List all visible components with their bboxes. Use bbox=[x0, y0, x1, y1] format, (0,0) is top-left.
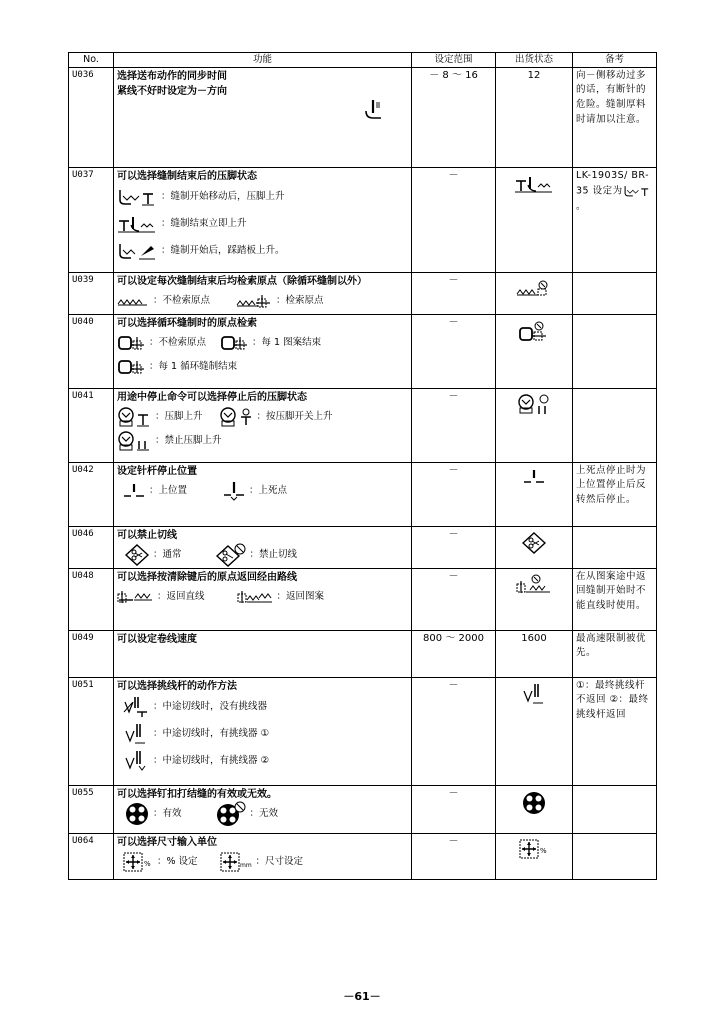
row-title: 可以选择尺寸输入单位 bbox=[117, 836, 217, 848]
row-default: 1600 bbox=[496, 630, 573, 677]
wiper-mode-1-icon bbox=[521, 683, 547, 705]
row-function bbox=[114, 462, 412, 526]
row-no: U049 bbox=[69, 630, 114, 677]
row-no: U039 bbox=[69, 272, 114, 314]
row-default bbox=[496, 526, 573, 568]
stop-presser-switch-icon bbox=[517, 394, 551, 416]
thread-trim-prohibit-icon bbox=[216, 543, 246, 567]
needle-up-position-icon bbox=[523, 468, 545, 486]
feed-timing-icon bbox=[364, 99, 384, 123]
row-note: 上死点停止时为上位置停止后反转然后停止。 bbox=[573, 462, 657, 526]
row-range: － bbox=[412, 526, 496, 568]
scale-percent-icon bbox=[123, 852, 153, 872]
no-wiper-icon bbox=[123, 696, 149, 718]
row-note bbox=[573, 314, 657, 388]
row-no: U051 bbox=[69, 677, 114, 785]
presser-lift-immediate-icon bbox=[117, 213, 157, 235]
row-default bbox=[496, 833, 573, 879]
option-item: ：缝制结束立即上升 bbox=[117, 211, 408, 238]
row-function bbox=[114, 167, 412, 272]
row-default: 12 bbox=[496, 67, 573, 167]
row-title: 可以选择循环缝制时的原点检索 bbox=[117, 317, 257, 329]
option-item: ：中途切线时，有挑线器 ② bbox=[117, 748, 408, 775]
row-title: 可以选择按清除键后的原点返回经由路线 bbox=[117, 571, 297, 583]
row-function bbox=[114, 785, 412, 833]
row-default bbox=[496, 462, 573, 526]
row-no: U048 bbox=[69, 568, 114, 630]
table-row bbox=[69, 314, 657, 388]
table-row bbox=[69, 833, 657, 879]
return-route-icon bbox=[516, 574, 552, 596]
no-origin-search-icon bbox=[117, 294, 149, 308]
svg-text:%: % bbox=[540, 846, 547, 855]
table-row bbox=[69, 677, 657, 785]
option-item: ：返回直线 ：返回图案 bbox=[117, 585, 408, 609]
table-row bbox=[69, 630, 657, 677]
scale-percent-icon bbox=[519, 839, 549, 859]
row-function bbox=[114, 630, 412, 677]
row-default bbox=[496, 272, 573, 314]
stop-presser-switch-icon bbox=[219, 407, 253, 427]
cycle-each-cycle-icon bbox=[117, 357, 145, 377]
option-item: ：每 1 循环缝制结束 bbox=[117, 355, 408, 379]
row-function bbox=[114, 314, 412, 388]
row-no: U042 bbox=[69, 462, 114, 526]
table-row bbox=[69, 272, 657, 314]
cycle-search-icon bbox=[518, 320, 550, 344]
row-function bbox=[114, 568, 412, 630]
row-title: 可以设定卷线速度 bbox=[117, 633, 197, 645]
option-item: % ：% 设定 mm ：尺寸设定 bbox=[117, 850, 408, 874]
needle-up-position-icon bbox=[123, 482, 145, 500]
header-no: No. bbox=[69, 53, 114, 68]
row-function bbox=[114, 526, 412, 568]
row-note bbox=[573, 388, 657, 462]
button-tack-icon bbox=[125, 802, 149, 826]
row-note bbox=[573, 272, 657, 314]
row-no: U040 bbox=[69, 314, 114, 388]
header-range: 设定范围 bbox=[412, 53, 496, 68]
row-range: － bbox=[412, 568, 496, 630]
row-title: 可以设定每次缝制结束后均检索原点（除循环缝制以外） bbox=[117, 275, 367, 287]
thread-trim-icon bbox=[522, 532, 546, 554]
stop-presser-up-icon bbox=[117, 407, 151, 427]
row-no: U046 bbox=[69, 526, 114, 568]
option-item: ：压脚上升 ：按压脚开关上升 bbox=[117, 405, 408, 429]
wiper-mode-2-icon bbox=[123, 750, 149, 772]
stop-presser-locked-icon bbox=[117, 431, 151, 451]
row-title: 设定针杆停止位置 bbox=[117, 465, 197, 477]
wiper-mode-1-icon bbox=[123, 723, 149, 745]
option-item: ：不检索原点 ：检索原点 bbox=[117, 289, 408, 313]
parameter-table bbox=[68, 52, 657, 880]
row-range: － bbox=[412, 314, 496, 388]
row-title: 选择送布动作的同步时间 bbox=[117, 70, 227, 82]
row-range: － bbox=[412, 785, 496, 833]
row-no: U036 bbox=[69, 67, 114, 167]
cycle-each-pattern-icon bbox=[220, 333, 248, 353]
row-range: － bbox=[412, 388, 496, 462]
row-title: 可以选择挑线杆的动作方法 bbox=[117, 680, 237, 692]
row-note: 最高速限制被优先。 bbox=[573, 630, 657, 677]
table-header-row bbox=[69, 53, 657, 68]
row-no: U055 bbox=[69, 785, 114, 833]
row-function bbox=[114, 677, 412, 785]
presser-lift-pedal-icon bbox=[117, 240, 157, 262]
row-function bbox=[114, 833, 412, 879]
option-item: ：缝制开始后，踩踏板上升。 bbox=[117, 238, 408, 265]
row-function bbox=[114, 388, 412, 462]
table-row bbox=[69, 167, 657, 272]
row-note bbox=[573, 785, 657, 833]
table-row bbox=[69, 462, 657, 526]
row-range: － bbox=[412, 677, 496, 785]
row-function bbox=[114, 67, 412, 167]
presser-lift-at-move-icon bbox=[117, 186, 157, 208]
row-range: － bbox=[412, 833, 496, 879]
thread-trim-icon bbox=[125, 544, 149, 566]
origin-search-icon bbox=[516, 280, 552, 298]
table-row bbox=[69, 526, 657, 568]
button-tack-off-icon bbox=[216, 801, 246, 827]
header-default: 出货状态 bbox=[496, 53, 573, 68]
origin-search-icon bbox=[236, 293, 272, 309]
row-note bbox=[573, 526, 657, 568]
header-note: 备考 bbox=[573, 53, 657, 68]
option-item: ：缝制开始移动后，压脚上升 bbox=[117, 184, 408, 211]
row-range: 800 ～ 2000 bbox=[412, 630, 496, 677]
svg-text:mm: mm bbox=[239, 861, 252, 869]
row-range: － bbox=[412, 167, 496, 272]
row-title: 用途中停止命令可以选择停止后的压脚状态 bbox=[117, 391, 307, 403]
option-item: ：上位置 ：上死点 bbox=[117, 479, 408, 503]
row-note: LK-1903S/ BR-35 设定为 。 bbox=[573, 167, 657, 272]
row-title: 可以选择钉扣打结缝的有效或无效。 bbox=[117, 788, 277, 800]
row-subtitle: 紧线不好时设定为－方向 bbox=[117, 85, 227, 97]
option-item: ：禁止压脚上升 bbox=[117, 429, 408, 453]
row-title: 可以选择缝制结束后的压脚状态 bbox=[117, 170, 257, 182]
option-item: ：中途切线时，没有挑线器 bbox=[117, 694, 408, 721]
row-default bbox=[496, 568, 573, 630]
return-pattern-icon bbox=[237, 588, 273, 606]
cycle-no-search-icon bbox=[117, 333, 145, 353]
row-range: － 8 ～ 16 bbox=[412, 67, 496, 167]
row-default bbox=[496, 388, 573, 462]
table-row bbox=[69, 568, 657, 630]
row-note: 向－侧移动过多的话，有断针的危险。缝制厚料时请加以注意。 bbox=[573, 67, 657, 167]
table-row bbox=[69, 388, 657, 462]
table-row bbox=[69, 785, 657, 833]
row-no: U037 bbox=[69, 167, 114, 272]
option-item: ：不检索原点 ：每 1 图案结束 bbox=[117, 331, 408, 355]
presser-lift-at-move-icon bbox=[623, 183, 651, 199]
row-function bbox=[114, 272, 412, 314]
needle-top-dead-point-icon bbox=[223, 481, 245, 501]
row-note: 在从图案途中返回缝制开始时不能直线时使用。 bbox=[573, 568, 657, 630]
row-note: ①：最终挑线杆不返回 ②：最终挑线杆返回 bbox=[573, 677, 657, 785]
option-item: ：有效 ：无效 bbox=[117, 802, 408, 826]
svg-text:%: % bbox=[144, 859, 151, 868]
option-item: ：通常 ：禁止切线 bbox=[117, 543, 408, 567]
scale-mm-icon bbox=[220, 852, 252, 872]
row-default bbox=[496, 314, 573, 388]
return-straight-icon bbox=[117, 588, 153, 606]
row-default bbox=[496, 677, 573, 785]
row-no: U064 bbox=[69, 833, 114, 879]
option-item: ：中途切线时，有挑线器 ① bbox=[117, 721, 408, 748]
presser-lift-immediate-icon bbox=[514, 173, 554, 195]
header-function: 功能 bbox=[114, 53, 412, 68]
button-tack-icon bbox=[522, 791, 546, 815]
row-no: U041 bbox=[69, 388, 114, 462]
table-row bbox=[69, 67, 657, 167]
row-range: － bbox=[412, 272, 496, 314]
row-default bbox=[496, 785, 573, 833]
row-default bbox=[496, 167, 573, 272]
row-note bbox=[573, 833, 657, 879]
row-title: 可以禁止切线 bbox=[117, 529, 177, 541]
row-range: － bbox=[412, 462, 496, 526]
page-number: －61－ bbox=[343, 990, 381, 1003]
